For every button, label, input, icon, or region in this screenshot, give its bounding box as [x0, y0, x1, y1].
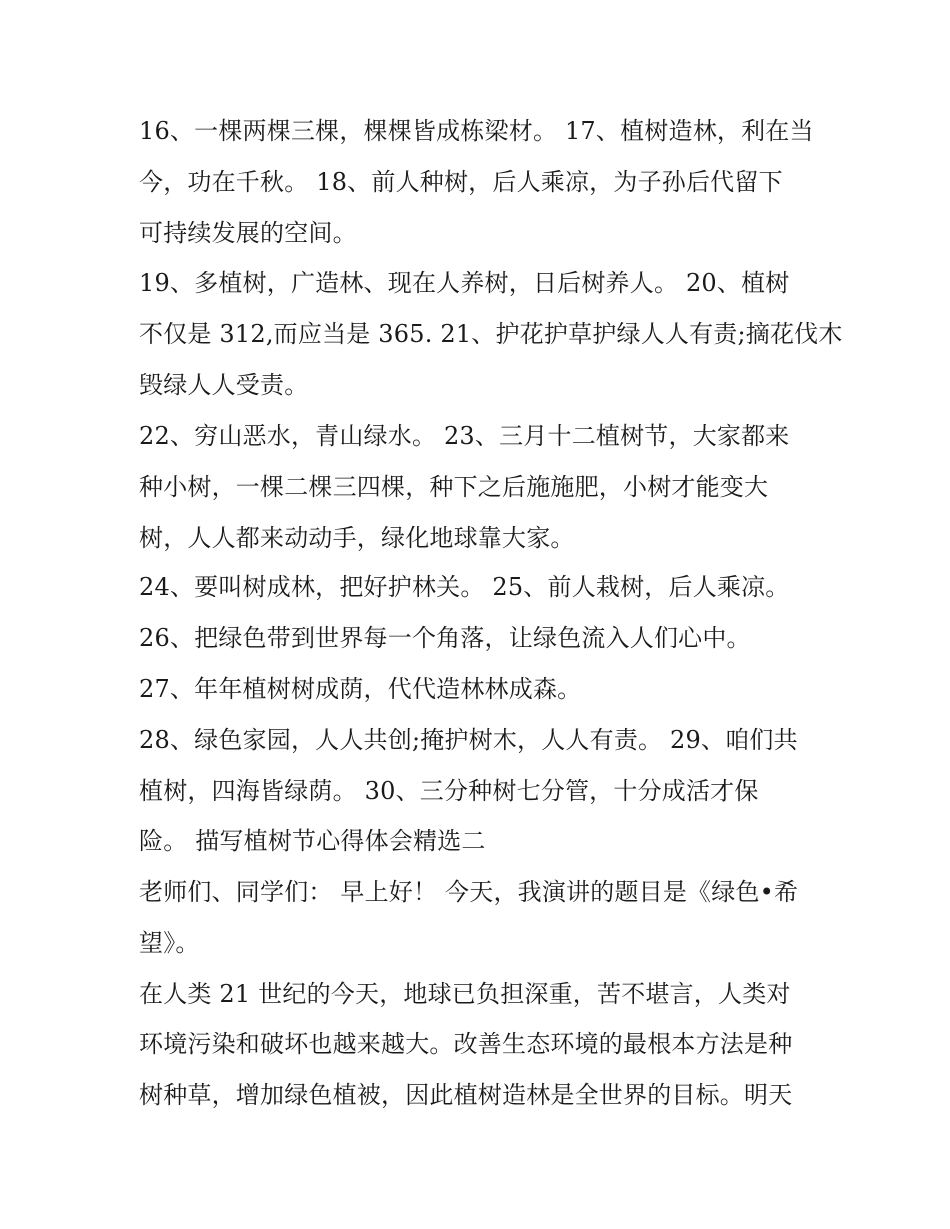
- text-line: 24、要叫树成林，把好护林关。 25、前人栽树，后人乘凉。: [139, 573, 790, 601]
- text-line: 27、年年植树树成荫，代代造林林成森。: [139, 675, 582, 703]
- text-line: 种小树，一棵二棵三四棵，种下之后施施肥，小树才能变大: [139, 473, 769, 501]
- text-line: 可持续发展的空间。: [139, 219, 357, 247]
- text-line: 在人类 21 世纪的今天，地球已负担深重，苦不堪言，人类对: [139, 980, 791, 1008]
- text-line: 不仅是 312,而应当是 365. 21、护花护草护绿人人有责;摘花伐木: [139, 320, 843, 348]
- text-line: 22、穷山恶水，青山绿水。 23、三月十二植树节，大家都来: [139, 422, 790, 450]
- text-line: 树种草，增加绿色植被，因此植树造林是全世界的目标。明天: [139, 1081, 793, 1109]
- text-line: 今，功在千秋。 18、前人种树，后人乘凉，为子孙后代留下: [139, 168, 783, 196]
- text-line: 环境污染和破坏也越来越大。改善生态环境的最根本方法是种: [139, 1030, 793, 1058]
- text-line: 植树，四海皆绿荫。 30、三分种树七分管，十分成活才保: [139, 777, 759, 805]
- text-line: 16、一棵两棵三棵，棵棵皆成栋梁材。 17、植树造林，利在当: [139, 117, 814, 145]
- text-line: 老师们、同学们： 早上好！ 今天，我演讲的题目是《绿色•希: [139, 878, 799, 906]
- text-line: 26、把绿色带到世界每一个角落，让绿色流入人们心中。: [139, 624, 751, 652]
- text-line: 28、绿色家园，人人共创;掩护树木，人人有责。 29、咱们共: [139, 726, 798, 754]
- text-line: 树，人人都来动动手，绿化地球靠大家。: [139, 524, 575, 552]
- text-line: 望》。: [139, 929, 200, 957]
- text-line: 险。 描写植树节心得体会精选二: [139, 827, 486, 855]
- text-line: 毁绿人人受责。: [139, 371, 309, 399]
- text-line: 19、多植树，广造林、现在人养树，日后树养人。 20、植树: [139, 269, 790, 297]
